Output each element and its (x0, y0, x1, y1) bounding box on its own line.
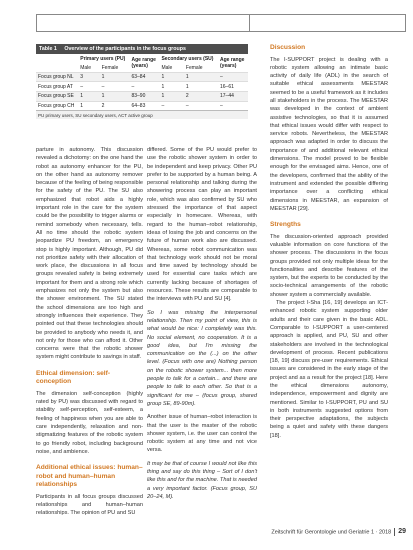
section-heading-relationships: Additional ethical issues: human–robot and human–human relationships (36, 464, 143, 489)
cell-su-age: – (220, 74, 223, 81)
cell-su-male: 1 (161, 83, 165, 90)
cell-su-age: – (220, 102, 223, 109)
table-row (36, 82, 248, 92)
cell-pu-male: 1 (80, 93, 84, 100)
cell-su-male: – (161, 102, 165, 109)
cell-su-female: 2 (185, 93, 189, 100)
table-body (36, 54, 248, 110)
section-heading-discussion: Discussion (270, 44, 306, 51)
text-column-middle (147, 146, 257, 501)
cell-pu-age: – (131, 83, 135, 90)
table-number: Table 1 (39, 46, 57, 52)
page-footer (240, 528, 406, 536)
cell-pu-female: – (101, 83, 105, 90)
table-footnote: PU primary users, SU secondary users, ACT active group (36, 110, 248, 119)
paragraph: parture in autonomy. This discussion revealed a dichotomy: on the one hand the robot as autonomy enhancer for the PU, on the other hand as autonomy remover because of the feeling of being responsible for the safety of the PU. The SU also emphasized that robot aids a highly important role in the care for the system could be the possibility to trigger alarms or remind somebody when necessary, tells. All no time should the robotic system jeopardize PU freedom, an emergency stop is highly important. Although, PU did not prioritize safety with their allocation of work place, the discussions in all focus groups revealed safety is being extremely important for them and a strong role which emphasizes not only the system but also the shower environment. The SU stated the school dimensions are too high and strongly influences their experience. They pointed out that these technologies should be provided to anybody who needs it, and not only for those who can afford it. Other concerns were that the robotic shower system might contribute to savings in staff. (36, 147, 143, 361)
cell-pu-age: 64–83 (131, 102, 146, 109)
page-number: 29 (398, 528, 406, 536)
footer-divider (394, 528, 395, 536)
header-female: Female (101, 64, 119, 71)
cell-pu-female: 1 (101, 93, 105, 100)
paragraph: The discussion-oriented approach provided valuable information on core functions of the shower process. The discussions in the focus groups provided not only multiple ideas for the functionalities and describe features of the system, but the experts to be conducted by the socio-technical arrangements of the robotic shower system a commercially available. (270, 233, 388, 298)
cell-pu-female: 2 (101, 102, 105, 109)
section-heading-strengths: Strengths (270, 221, 301, 229)
table-row (36, 101, 248, 110)
paragraph: The I-SUPPORT project is dealing with a robotic system allowing an intimate basic activity of daily life (ADL) in the search of suitable ethical assessments MEESTAR seemed to be a useful framework as it includes all stakeholders in the process. The MEESTAR was developed in the context of ambient assistive technologies, so that it is assumed that ethical issues would differ with respect to service robots. Nevertheless, the MEESTAR approach was adapted in order to discuss the importance of and additional relevant ethical dimensions. The model proved to be flexible enough for the envisaged aims. Hence, one of the developers, confirmed that the ability of the instrument and extended the possible differing importance over a conflicting ethical dimensions in MEESTAR, an expansion of MEESTAR [29]. (270, 56, 388, 212)
cell-su-female: 1 (185, 74, 189, 81)
header-age-secondary: Age range (years) (220, 57, 245, 70)
paragraph: Another issue of human–robot interaction is that the user is the master of the robotic shower system, i.e. the user can control the robotic system at any time and not vice versa. (147, 414, 257, 454)
header-age-primary: Age range (years) (131, 57, 156, 70)
participant-quote: So I was missing the interpersonal relationship. Then my point of view, this is what would be nice: I completely was this. No social element, no cooperation. It is a good idea, but I'm missing the communication on the (...) on the other level. (Focus with one are) Nothing person on the robotic shower system... then more people to talk for a certain... and there are people to talk to each other. So that is a significant for me – (focus group, shared group SE, 89-90m). (147, 309, 257, 407)
cell-pu-age: 83–90 (131, 93, 146, 100)
table-row (36, 72, 248, 82)
cell-group: Focus group CH (38, 102, 75, 109)
cell-group: Focus group AT (38, 83, 73, 90)
paragraph: The project I-Sha [16, 19] develops an ICT-enhanced robotic system supporting older adults and their care given in the basic ADL. Comparable to I-SUPPORT a user-centered approach is applied, and PU, SU and other stakeholders are involved in the technological development of process. Recent publications [18, 19] discuss pre-user requirements. Ethical issues are considered in the early stage of the project and as a result for the project [18]. Here the ethical dimensions autonomy, independence, empowerment and dignity are mentioned. Similar to I-SUPPORT, PU and SU in both instruments suggested options from their perspective adaptations, the subjects being a quiet and safety with these dangers [18]. (270, 300, 388, 439)
cell-su-male: 1 (161, 93, 165, 100)
header-rule (36, 14, 406, 32)
cell-pu-male: 1 (80, 102, 84, 109)
header-primary-users: Primary users (PU) (80, 56, 126, 62)
cell-su-male: 1 (161, 74, 165, 81)
header-male: Male (80, 64, 92, 71)
text-column-right (270, 44, 388, 440)
cell-pu-male: 3 (80, 74, 84, 81)
paragraph: Participants in all focus groups discussed relationships and human–human relationships. The opinion of PU and SU (36, 493, 143, 517)
cell-pu-female: 1 (101, 74, 105, 81)
table-title: Overview of the participants in the focus groups (64, 46, 186, 52)
paragraph: The dimension self-conception (highly rated by PU) was discussed with regard to stability self-perception, self-esteem, a feeling of happiness when you are able to care independently, relaxation and non-stigmatizing features of the robotic system to go friendly robot, including background noise, and ambience. (36, 390, 143, 455)
section-heading-self-conception: Ethical dimension: self-conception (36, 369, 111, 386)
paragraph: differed. Some of the PU would prefer to use the robotic shower system in order to be independent and keep privacy. Other PU prefer to be supported by a human being. A personal relationship and talking during the showering process can play an important role, which was also confirmed by SU who stressed the importance of that aspect especially in homecare. Whereas, with regard to the human–robot relationship, ideas of losing the job and concerns on the future of human work also are discussed. Whereas, some robot communication was that technology work should not be moral and time saved by technology should be used for essential care tasks which are currently lacking because of shortages of resources. These results are comparable to the interviews with PU and SU [4]. (147, 147, 257, 303)
participant-quote: It may be that of course I would not like this thing and say do this thing – Sort of I don't like this and for the machine. That is needed a very important factor. (Focus group, SU 20–24, M). (147, 460, 257, 500)
cell-group: Focus group NL (38, 74, 74, 81)
cell-su-female: – (185, 102, 189, 109)
cell-pu-age: 63–84 (131, 74, 146, 81)
text-column-left (36, 146, 143, 517)
journal-name: Zeitschrift für Gerontologie und Geriatrie 1 · 2018 (271, 529, 392, 536)
header-female: Female (185, 64, 203, 71)
cell-su-age: 16–61 (220, 83, 234, 90)
cell-su-female: 1 (185, 83, 189, 90)
cell-group: Focus group SE (38, 93, 74, 100)
table-caption (36, 44, 248, 54)
cell-su-age: 17–44 (220, 93, 234, 100)
table-row (36, 92, 248, 102)
cell-pu-male: – (80, 83, 84, 90)
header-male: Male (161, 64, 173, 71)
participants-table (36, 44, 248, 119)
header-secondary-users: Secondary users (SU) (161, 56, 214, 62)
